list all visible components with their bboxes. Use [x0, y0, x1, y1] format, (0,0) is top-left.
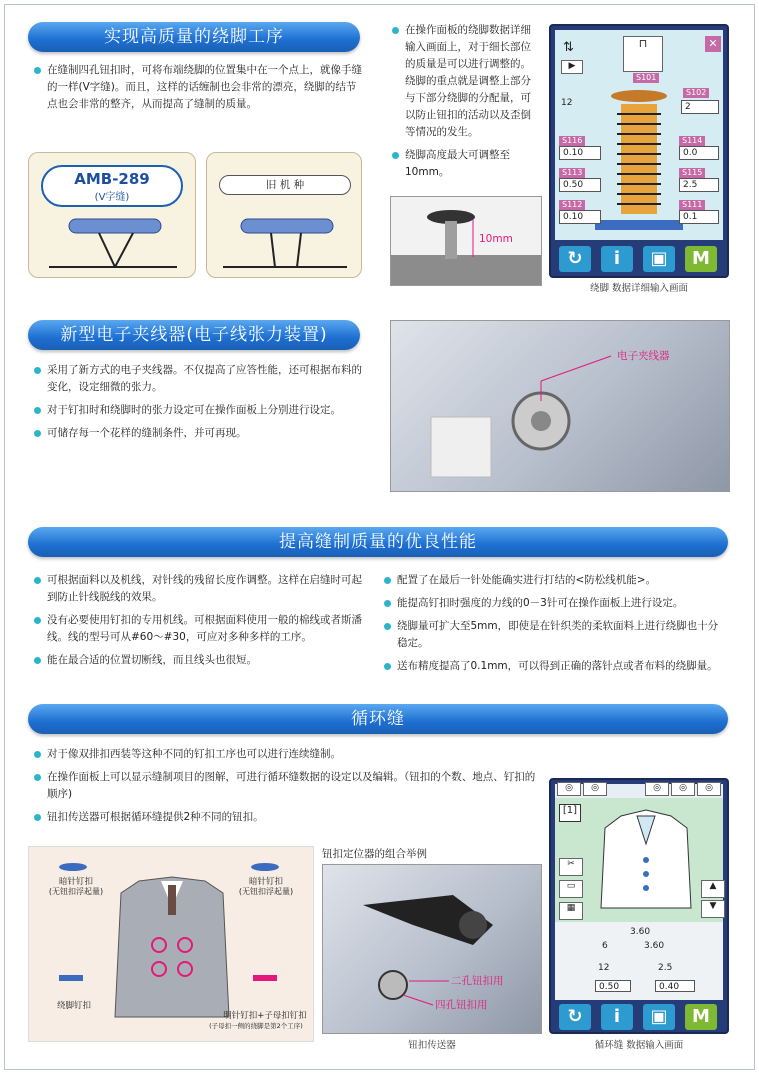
toolbar-icon-1[interactable]: ◎	[557, 782, 581, 796]
section3-right-bullet-3: 绕脚量可扩大至5mm，即使是在针织类的柔软面料上进行绕脚也十分稳定。	[382, 618, 728, 652]
section2-bullet-3: 可储存每一个花样的缝制条件，并可再现。	[32, 425, 364, 442]
val-0102[interactable]: 0.10	[559, 210, 601, 224]
cycle-comm-icon[interactable]: ▣	[643, 1004, 675, 1030]
tag-s113: S113	[559, 168, 585, 178]
label-four-hole: 四孔钮扣用	[435, 999, 488, 1011]
shank-button-icon	[391, 197, 543, 287]
tag-s112: S112	[559, 200, 585, 210]
close-icon[interactable]: ✕	[705, 36, 721, 52]
play-icon[interactable]: ▶	[561, 60, 583, 74]
code-top: S101	[633, 73, 659, 83]
comm-icon[interactable]: ▣	[643, 246, 675, 272]
section4-bullet-3: 钮扣传送器可根据循环缝提供2种不同的钮扣。	[32, 809, 538, 826]
button-height-photo	[390, 196, 542, 286]
cycle-icon[interactable]: [1]	[559, 804, 581, 822]
cycle-caption: 循环缝 数据输入画面	[594, 1040, 684, 1051]
jacket-icon	[591, 804, 701, 914]
tag-s116: S116	[559, 136, 585, 146]
suit-diagram	[28, 846, 314, 1042]
section4-bullet-1: 对于像双排扣西装等这种不同的钉扣工序也可以进行连续缝制。	[32, 746, 538, 763]
side-icon-2[interactable]: ▭	[559, 880, 583, 898]
label-bl: 绕脚钉扣	[56, 1001, 91, 1011]
cycle-toolbar	[555, 784, 723, 798]
section3-left-bullet-3: 能在最合适的位置切断线，而且线头也很短。	[32, 652, 372, 669]
feeder-icon	[323, 865, 543, 1035]
info-button[interactable]: i	[601, 246, 633, 272]
tag-s102: S102	[683, 88, 709, 98]
cycle-mode-button[interactable]: M	[685, 1004, 717, 1030]
toolbar-icon-2[interactable]: ◎	[583, 782, 607, 796]
val-25[interactable]: 2.5	[658, 963, 673, 973]
panel-screen	[555, 30, 723, 240]
label-tl: 暗针钉扣	[58, 877, 93, 887]
val-010[interactable]: 0.10	[559, 146, 601, 160]
val-050[interactable]: 0.50	[595, 980, 631, 992]
val-25[interactable]: 2.5	[679, 178, 719, 192]
val-2[interactable]: 2	[681, 100, 719, 114]
right1-bullet-1: 在操作面板的绕脚数据详细输入画面上，对于细长部位的质量是可以进行调整的。绕脚的重点就是调整上部分与下部分绕脚的分配量，可以防止钮扣的活动以及歪倒等情况的发生。	[390, 22, 538, 141]
tension-label: 电子夹线器	[617, 350, 670, 362]
section3-right-bullet-1: 配置了在最后一针处能确实进行打结的<防松线机能>。	[382, 572, 728, 589]
section3-title: 提高缝制质量的优良性能	[28, 527, 728, 557]
amb-label-box	[41, 165, 183, 207]
combo-title: 钮扣定位器的组合举例	[322, 848, 427, 860]
label-br2: (子母扣一侧的绕脚是第2个工序)	[209, 1022, 303, 1030]
section2-bullet-2: 对于钉扣时和绕脚时的张力设定可在操作面板上分别进行设定。	[32, 402, 364, 419]
scroll-down-icon[interactable]: ▼	[701, 900, 725, 918]
amb-sub: (V字缝)	[94, 192, 130, 203]
amb-diagram	[28, 152, 196, 278]
val-040[interactable]: 0.40	[655, 980, 695, 992]
tension-device-icon	[391, 321, 731, 493]
old-diagram	[206, 152, 362, 278]
section4-bullets	[32, 746, 538, 832]
val-6[interactable]: 6	[602, 941, 608, 951]
v-stitch-icon	[29, 209, 197, 275]
toolbar-icon-3[interactable]: ◎	[645, 782, 669, 796]
cycle-info-button[interactable]: i	[601, 1004, 633, 1030]
val-12: 12	[561, 98, 573, 108]
val-360b[interactable]: 3.60	[644, 941, 665, 951]
tag-s111: S111	[679, 200, 705, 210]
mode-button[interactable]: M	[685, 246, 717, 272]
label-br: 明针钉扣+子母扣钉扣	[223, 1011, 307, 1021]
reset-icon[interactable]: ↻	[559, 246, 591, 272]
section4-title: 循环缝	[28, 704, 728, 734]
section4-bullet-2: 在操作面板上可以显示缝制项目的图解，可进行循环缝数据的设定以及编辑。（钮扣的个数、地点、钉扣的顺序)	[32, 769, 538, 803]
section3-left-bullets	[32, 572, 372, 675]
tag-s114: S114	[679, 136, 705, 146]
height-label: 10mm	[479, 233, 513, 245]
side-icon-3[interactable]: ▦	[559, 902, 583, 920]
section3-right-bullet-4: 送布精度提高了0.1mm，可以得到正确的落针点或者布料的绕脚量。	[382, 658, 728, 675]
panel-caption: 绕脚 数据详细输入画面	[589, 283, 689, 294]
scroll-up-icon[interactable]: ▲	[701, 880, 725, 898]
section2-bullets	[32, 362, 364, 448]
section3-right-bullets	[382, 572, 728, 681]
section1-title: 实现高质量的绕脚工序	[28, 22, 360, 52]
val-050[interactable]: 0.50	[559, 178, 601, 192]
old-label: 旧 机 种	[219, 175, 351, 195]
section1-bullets	[32, 62, 362, 119]
up-down-icon[interactable]: ⇅	[563, 40, 574, 55]
section3-left-bullet-1: 可根据面料以及机线，对针线的残留长度作调整。这样在启缝时可起到防止针线脱线的效果。	[32, 572, 372, 606]
section3-right-bullet-2: 能提高钉扣时强度的力线的0－3针可在操作面板上进行设定。	[382, 595, 728, 612]
cycle-screen	[555, 784, 723, 1000]
section1-bullet: 在缝制四孔钮扣时，可将布端绕脚的位置集中在一个点上，就像手缝的一样(V字缝)。而且，这样的话缠制也会非常的漂亮，绕脚的结节点也会非常的整齐，从而提高了缝制的质量。	[32, 62, 362, 113]
val-01[interactable]: 0.1	[679, 210, 719, 224]
parallel-stitch-icon	[207, 209, 363, 275]
cycle-panel	[549, 778, 729, 1034]
label-two-hole: 二孔钮扣用	[451, 975, 504, 987]
label-tl2: (无钮扣浮起量)	[48, 887, 104, 896]
side-icon-1[interactable]: ✂	[559, 858, 583, 876]
tension-device-photo	[390, 320, 730, 492]
right1-bullet-2: 绕脚高度最大可调整至10mm。	[390, 147, 538, 181]
cycle-reset-icon[interactable]: ↻	[559, 1004, 591, 1030]
val-12[interactable]: 12	[598, 963, 610, 973]
label-tr: 暗针钉扣	[248, 877, 283, 887]
section3-left-bullet-2: 没有必要使用钉扣的专用机线。可根据面料使用一般的棉线或者斯潘线。线的型号可从#60～#30，可应对多种多样的工序。	[32, 612, 372, 646]
label-tr2: (无钮扣浮起量)	[238, 887, 294, 896]
tag-s115: S115	[679, 168, 705, 178]
feeder-photo	[322, 864, 542, 1034]
toolbar-icon-4[interactable]: ◎	[671, 782, 695, 796]
amb-label: AMB-289	[74, 170, 150, 188]
toolbar-icon-5[interactable]: ◎	[697, 782, 721, 796]
section2-title: 新型电子夹线器(电子线张力装置)	[28, 320, 360, 350]
thread-shank-panel	[549, 24, 729, 278]
section2-bullet-1: 采用了新方式的电子夹线器。不仅提高了应答性能，还可根据布料的变化，设定细微的张力。	[32, 362, 364, 396]
right1-bullets	[390, 22, 538, 187]
val-360a[interactable]: 3.60	[630, 927, 651, 937]
val-00[interactable]: 0.0	[679, 146, 719, 160]
shank-icon: ⊓	[623, 36, 663, 72]
data-area	[555, 922, 723, 1000]
feeder-caption: 钮扣传送器	[408, 1040, 456, 1051]
